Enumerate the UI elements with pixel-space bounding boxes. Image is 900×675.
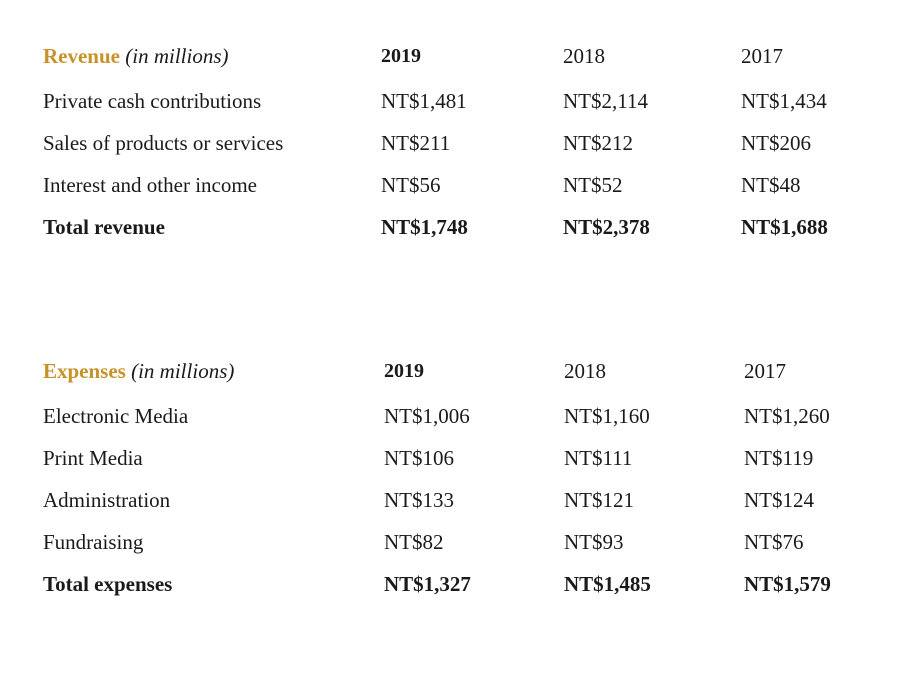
value-2017: NT$206 xyxy=(741,131,811,155)
row-label: Administration xyxy=(43,488,171,512)
value-2017: NT$119 xyxy=(744,446,814,470)
revenue-year-2019: 2019 xyxy=(381,45,421,67)
table-row xyxy=(0,128,900,158)
value-2018: NT$1,160 xyxy=(564,404,650,428)
value-2019: NT$82 xyxy=(384,530,444,554)
row-label: Electronic Media xyxy=(43,404,189,428)
expenses-heading-note: (in millions) xyxy=(131,359,235,383)
value-2019: NT$106 xyxy=(384,446,454,470)
value-2018: NT$121 xyxy=(564,488,634,512)
total-2018: NT$2,378 xyxy=(563,215,650,239)
revenue-header-row xyxy=(0,41,900,71)
value-2019: NT$1,481 xyxy=(381,89,467,113)
expenses-total-row xyxy=(0,569,900,599)
table-row xyxy=(0,485,900,515)
total-2019: NT$1,748 xyxy=(381,215,468,239)
value-2019: NT$56 xyxy=(381,173,441,197)
total-label: Total revenue xyxy=(43,215,165,239)
revenue-total-row xyxy=(0,212,900,242)
table-row xyxy=(0,170,900,200)
value-2019: NT$1,006 xyxy=(384,404,470,428)
row-label: Fundraising xyxy=(43,530,144,554)
total-2017: NT$1,579 xyxy=(744,572,831,596)
value-2017: NT$1,260 xyxy=(744,404,830,428)
value-2017: NT$1,434 xyxy=(741,89,827,113)
value-2017: NT$124 xyxy=(744,488,814,512)
value-2019: NT$133 xyxy=(384,488,454,512)
expenses-year-2019: 2019 xyxy=(384,360,424,382)
total-2017: NT$1,688 xyxy=(741,215,828,239)
total-label: Total expenses xyxy=(43,572,173,596)
row-label: Print Media xyxy=(43,446,143,470)
expenses-heading-title: Expenses xyxy=(43,359,126,383)
value-2018: NT$2,114 xyxy=(563,89,648,113)
revenue-heading xyxy=(43,41,229,71)
value-2018: NT$212 xyxy=(563,131,633,155)
table-row xyxy=(0,443,900,473)
row-label: Sales of products or services xyxy=(43,131,284,155)
table-row xyxy=(0,86,900,116)
revenue-year-2018: 2018 xyxy=(563,44,605,68)
total-2018: NT$1,485 xyxy=(564,572,651,596)
value-2018: NT$93 xyxy=(564,530,624,554)
value-2019: NT$211 xyxy=(381,131,451,155)
row-label: Private cash contributions xyxy=(43,89,262,113)
row-label: Interest and other income xyxy=(43,173,257,197)
expenses-header-row xyxy=(0,356,900,386)
table-row xyxy=(0,401,900,431)
revenue-heading-title: Revenue xyxy=(43,44,120,68)
value-2017: NT$76 xyxy=(744,530,804,554)
expenses-year-2018: 2018 xyxy=(564,359,606,383)
total-2019: NT$1,327 xyxy=(384,572,471,596)
value-2018: NT$52 xyxy=(563,173,623,197)
value-2017: NT$48 xyxy=(741,173,801,197)
value-2018: NT$111 xyxy=(564,446,633,470)
expenses-year-2017: 2017 xyxy=(744,359,786,383)
revenue-year-2017: 2017 xyxy=(741,44,783,68)
revenue-heading-note: (in millions) xyxy=(125,44,229,68)
table-row xyxy=(0,527,900,557)
expenses-heading xyxy=(43,356,234,386)
